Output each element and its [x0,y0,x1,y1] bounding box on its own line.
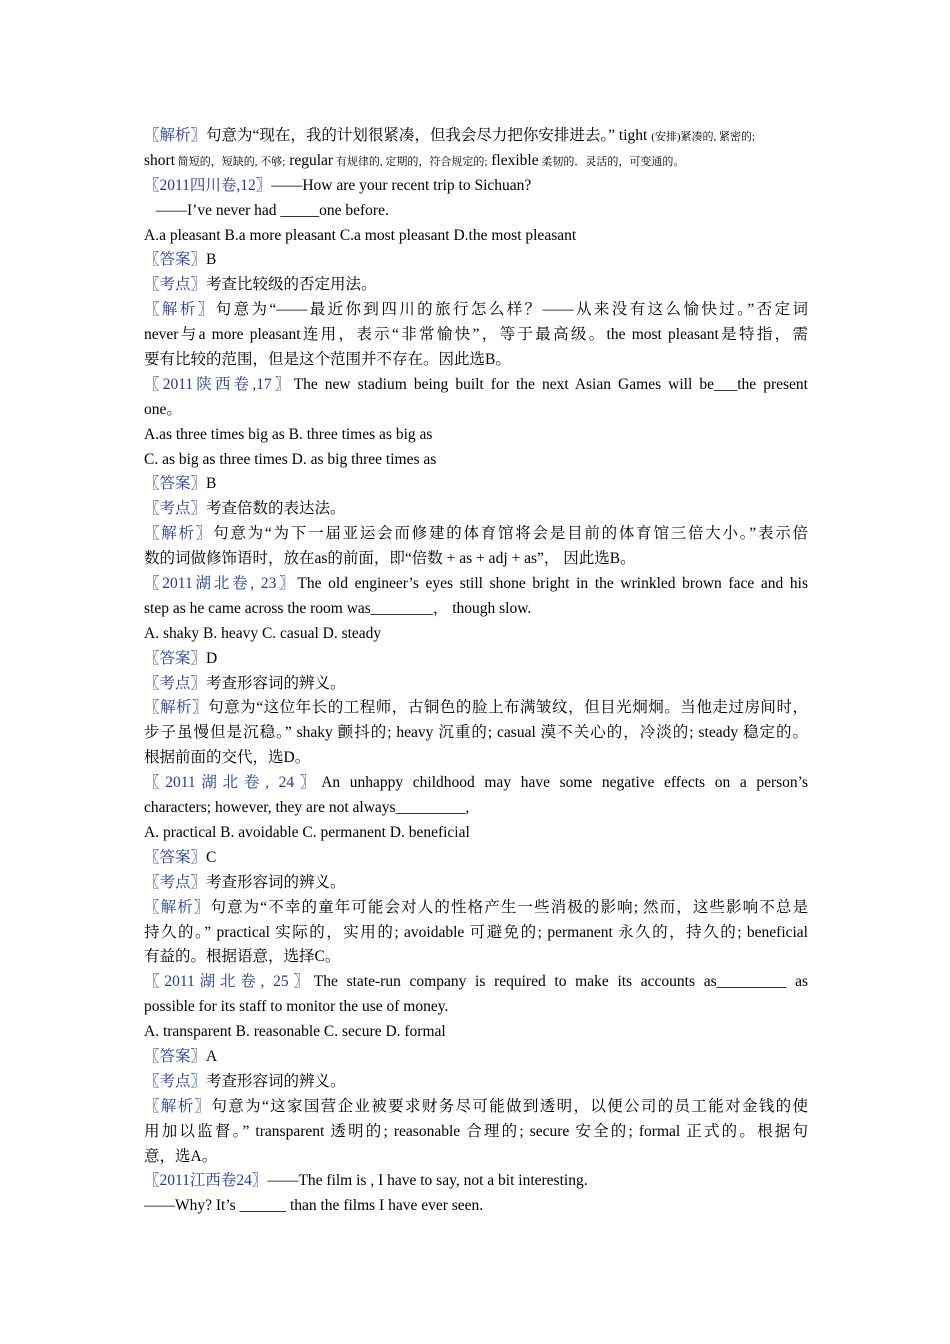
q3-analysis-line-2: 步子虽慢但是沉稳。” shaky 颤抖的; heavy 沉重的; casual 漠不关心的，冷淡的; steady 稳定的。 [144,724,808,742]
word-short: short [144,151,175,169]
q4-analysis-line-2: 持久的。” practical 实际的，实用的; avoidable 可避免的; permanent 永久的，持久的; beneficial [144,923,808,941]
q4-answer: C [206,848,217,866]
q3-header [144,572,808,597]
q6-source: 〖2011江西卷24〗 [144,1172,268,1190]
q3-analysis-line-1 [144,696,808,721]
point-label: 〖考点〗 [144,1072,207,1090]
q4-analysis-1: 句意为“不幸的童年可能会对人的性格产生一些消极的影响; 然而，这些影响不总是 [210,898,808,916]
q2-options-1: A.as three times big as B. three times as big as [144,425,433,443]
q3-prompt-2: step as he came across the room was________， though slow. [144,599,532,617]
q1-analysis-line-1 [144,298,808,323]
q6-header [144,1169,808,1194]
q1-prompt: ——How are your recent trip to Sichuan? [271,176,532,194]
intro-line-1 [144,124,808,149]
q4-header [144,771,808,796]
q2-point: 考查倍数的表达法。 [206,500,346,518]
q3-point-line [144,672,808,697]
q4-answer-line [144,846,808,871]
q3-source: 〖2011湖北卷, 23〗 [144,575,298,593]
point-label: 〖考点〗 [144,500,207,518]
intro-tight-def: (安排)紧凑的, 紧密的; [651,131,756,143]
q4-options: A. practical B. avoidable C. permanent D. beneficial [144,823,470,841]
q4-source: 〖2011湖北卷, 24〗 [144,774,322,792]
q4-point: 考查形容词的辨义。 [206,873,346,891]
q1-options: A.a pleasant B.a more pleasant C.a most pleasant D.the most pleasant [144,226,577,244]
q3-options: A. shaky B. heavy C. casual D. steady [144,624,382,642]
q5-header [144,970,808,995]
intro-line-2 [144,149,808,174]
q5-answer-line [144,1045,808,1070]
word-regular-def: 有规律的, 定期的，符合规定的; [333,155,488,168]
q5-analysis-line-3: 意，选A。 [144,1147,218,1165]
q4-analysis-line-1 [144,896,808,921]
q1-source: 〖2011四川卷,12〗 [144,176,272,194]
word-short-def: 简短的，短缺的, 不够; [175,155,286,168]
q5-point: 考查形容词的辨义。 [206,1072,346,1090]
analysis-label: 〖解析〗 [144,898,211,916]
q2-analysis-1: 句意为“为下一届亚运会而修建的体育馆将会是目前的体育馆三倍大小。”表示倍 [213,525,808,543]
q3-prompt-1: The old engineer’s eyes still shone bright in the wrinkled brown face and his [297,575,808,593]
point-label: 〖考点〗 [144,674,207,692]
q2-point-line [144,497,808,522]
q1-header [144,174,808,199]
answer-label: 〖答案〗 [144,1047,207,1065]
q4-prompt-1: An unhappy childhood may have some negative effects on a person’s [321,774,808,792]
q1-analysis-line-2: never与a more pleasant连用，表示“非常愉快”，等于最高级。the most pleasant是特指，需 [144,326,808,344]
q3-answer: D [206,649,218,667]
q1-analysis-line-3: 要有比较的范围，但是这个范围并不存在。因此选B。 [144,351,511,369]
document-content [144,124,808,1219]
q1-point-line [144,273,808,298]
q5-answer: A [206,1047,218,1065]
q2-prompt-2: one。 [144,400,182,418]
q2-analysis-line-1 [144,522,808,547]
q5-point-line [144,1070,808,1095]
q1-analysis-1: 句意为“——最近你到四川的旅行怎么样？——从来没有这么愉快过。”否定词 [215,301,808,319]
q5-source: 〖2011湖北卷, 25〗 [144,973,314,991]
q1-reply: ——I’ve never had _____one before. [156,201,389,219]
q1-answer-line [144,248,808,273]
q5-analysis-line-1 [144,1095,808,1120]
analysis-label: 〖解析〗 [144,699,209,717]
q4-analysis-line-3: 有益的。根据语意，选择C。 [144,948,341,966]
q2-answer-line [144,472,808,497]
q5-prompt-2: possible for its staff to monitor the use of money. [144,998,449,1016]
q2-answer: B [206,475,217,493]
q5-options: A. transparent B. reasonable C. secure D. formal [144,1023,446,1041]
word-regular: regular [285,151,334,169]
q2-prompt-1: The new stadium being built for the next Asian Games will be___the present [293,375,808,393]
q4-point-line [144,871,808,896]
answer-label: 〖答案〗 [144,848,207,866]
q3-analysis-line-3: 根据前面的交代，选D。 [144,749,311,767]
q4-prompt-2: characters; however, they are not always_________, [144,799,470,817]
q2-header [144,373,808,398]
q5-analysis-1: 句意为“这家国营企业被要求财务尽可能做到透明，以便公司的员工能对金钱的使 [211,1097,808,1115]
point-label: 〖考点〗 [144,276,207,294]
q5-prompt-1: The state-run company is required to make its accounts as_________ as [313,973,808,991]
q3-answer-line [144,647,808,672]
q5-analysis-line-2: 用加以监督。” transparent 透明的; reasonable 合理的; secure 安全的; formal 正式的。根据句 [144,1122,808,1140]
analysis-label: 〖解析〗 [144,1097,212,1115]
q1-point: 考查比较级的否定用法。 [206,276,377,294]
answer-label: 〖答案〗 [144,251,207,269]
q3-analysis-1: 句意为“这位年长的工程师，古铜色的脸上布满皱纹，但目光炯炯。当他走过房间时， [208,699,808,717]
word-flexible: flexible [487,151,539,169]
point-label: 〖考点〗 [144,873,207,891]
q6-reply: ——Why? It’s ______ than the films I have ever seen. [144,1197,484,1215]
q2-options-2: C. as big as three times D. as big three times as [144,450,437,468]
q1-answer: B [206,251,217,269]
analysis-label: 〖解析〗 [144,127,207,144]
analysis-label: 〖解析〗 [144,301,216,319]
q3-point: 考查形容词的辨义。 [206,674,346,692]
q6-prompt: ——The film is , I have to say, not a bit interesting. [267,1172,588,1190]
intro-text: 句意为“现在，我的计划很紧凑，但我会尽力把你安排进去。” tight [206,127,652,144]
q2-analysis-line-2: 数的词做修饰语时，放在as的前面，即“倍数 + as + adj + as”， 因此选B。 [144,550,636,568]
word-flexible-def: 柔韧的．灵活的，可变通的。 [538,155,685,168]
answer-label: 〖答案〗 [144,475,207,493]
analysis-label: 〖解析〗 [144,525,214,543]
q2-source: 〖2011陕西卷,17〗 [144,375,294,393]
answer-label: 〖答案〗 [144,649,207,667]
